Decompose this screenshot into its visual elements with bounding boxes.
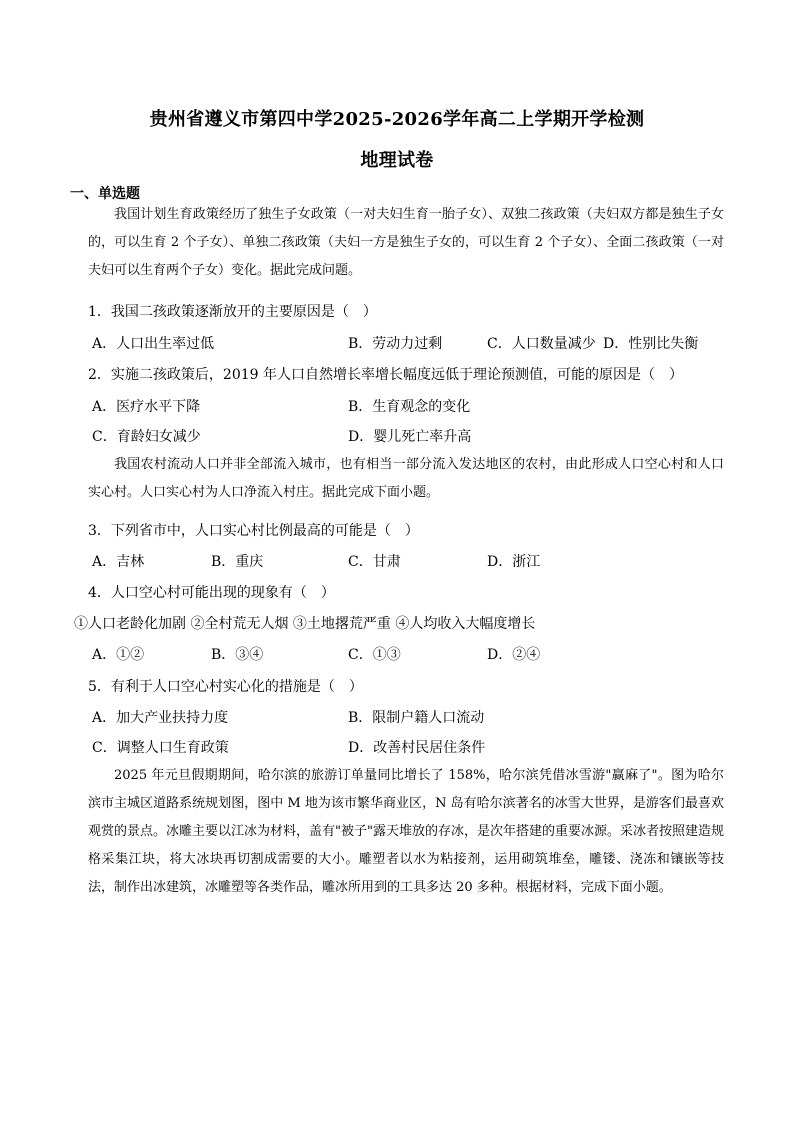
question-1-stem: 1．我国二孩政策逐渐放开的主要原因是（ ） xyxy=(88,304,377,320)
q3-option-a: A．吉林 xyxy=(92,554,145,570)
q4-option-d: D．②④ xyxy=(487,647,541,663)
passage-1: 我国计划生育政策经历了独生子女政策（一对夫妇生育一胎子女）、双独二孩政策（夫妇双方都是独生子女的，可以生育 2 个子女）、单独二孩政策（夫妇一方是独生子女的，可以生育 2 个子女）、全面二孩政策（一对夫妇可以生育两个子女）变化。据此完成问题。 xyxy=(88,207,724,278)
q2-option-d: D．婴儿死亡率升高 xyxy=(348,429,472,445)
q3-option-d: D．浙江 xyxy=(487,554,541,570)
passage-2: 我国农村流动人口并非全部流入城市，也有相当一部分流入发达地区的农村，由此形成人口空心村和人口实心村。人口实心村为人口净流入村庄。据此完成下面小题。 xyxy=(88,457,724,500)
exam-title: 贵州省遵义市第四中学2025-2026学年高二上学期开学检测 xyxy=(149,109,645,130)
section-heading: 一、单选题 xyxy=(70,186,140,202)
q1-option-a: A．人口出生率过低 xyxy=(92,336,215,352)
passage-3: 2025 年元旦假期期间，哈尔滨的旅游订单量同比增长了 158%，哈尔滨凭借冰雪游"赢麻了"。图为哈尔滨市主城区道路系统规划图，图中 M 地为该市繁华商业区，N 岛有哈尔滨著名的冰雪大世界，是游客们最喜欢观赏的景点。冰雕主要以江冰为材料，盖有"被子"露天堆放的存冰，是次年搭建的重要冰源。采冰者按照建造规格采集江块，将大冰块再切割成需要的大小。雕塑者以水为粘接剂，运用砌筑堆垒，雕镂、浇冻和镶嵌等技法，制作出冰建筑，冰雕塑等各类作品，雕冰所用到的工具多达 20 多种。根据材料，完成下面小题。 xyxy=(88,768,724,895)
q4-statements: ①人口老龄化加剧 ②全村荒无人烟 ③土地撂荒严重 ④人均收入大幅度增长 xyxy=(74,616,536,632)
question-4-stem: 4．人口空心村可能出现的现象有（ ） xyxy=(88,585,335,601)
question-3-stem: 3．下列省市中，人口实心村比例最高的可能是（ ） xyxy=(88,523,419,539)
q5-option-d: D．改善村民居住条件 xyxy=(348,740,486,756)
q2-option-b: B．生育观念的变化 xyxy=(348,399,471,415)
question-5-stem: 5．有利于人口空心村实心化的措施是（ ） xyxy=(88,679,363,695)
q2-option-a: A．医疗水平下降 xyxy=(92,399,201,415)
q5-option-a: A．加大产业扶持力度 xyxy=(92,710,229,726)
q3-option-b: B．重庆 xyxy=(211,554,264,570)
q2-option-c: C．育龄妇女减少 xyxy=(92,429,201,445)
question-2-stem: 2．实施二孩政策后，2019 年人口自然增长率增长幅度远低于理论预测值，可能的原因是（ ） xyxy=(88,367,683,383)
q4-option-b: B．③④ xyxy=(211,647,264,663)
q1-option-c: C．人口数量减少 xyxy=(487,336,596,352)
q4-option-c: C．①③ xyxy=(348,647,401,663)
exam-subtitle: 地理试卷 xyxy=(360,150,434,171)
q1-option-d: D．性别比失衡 xyxy=(603,336,699,352)
q4-option-a: A．①② xyxy=(92,647,145,663)
q5-option-b: B．限制户籍人口流动 xyxy=(348,710,485,726)
q5-option-c: C．调整人口生育政策 xyxy=(92,740,229,756)
q3-option-c: C．甘肃 xyxy=(348,554,401,570)
q1-option-b: B．劳动力过剩 xyxy=(348,336,443,352)
